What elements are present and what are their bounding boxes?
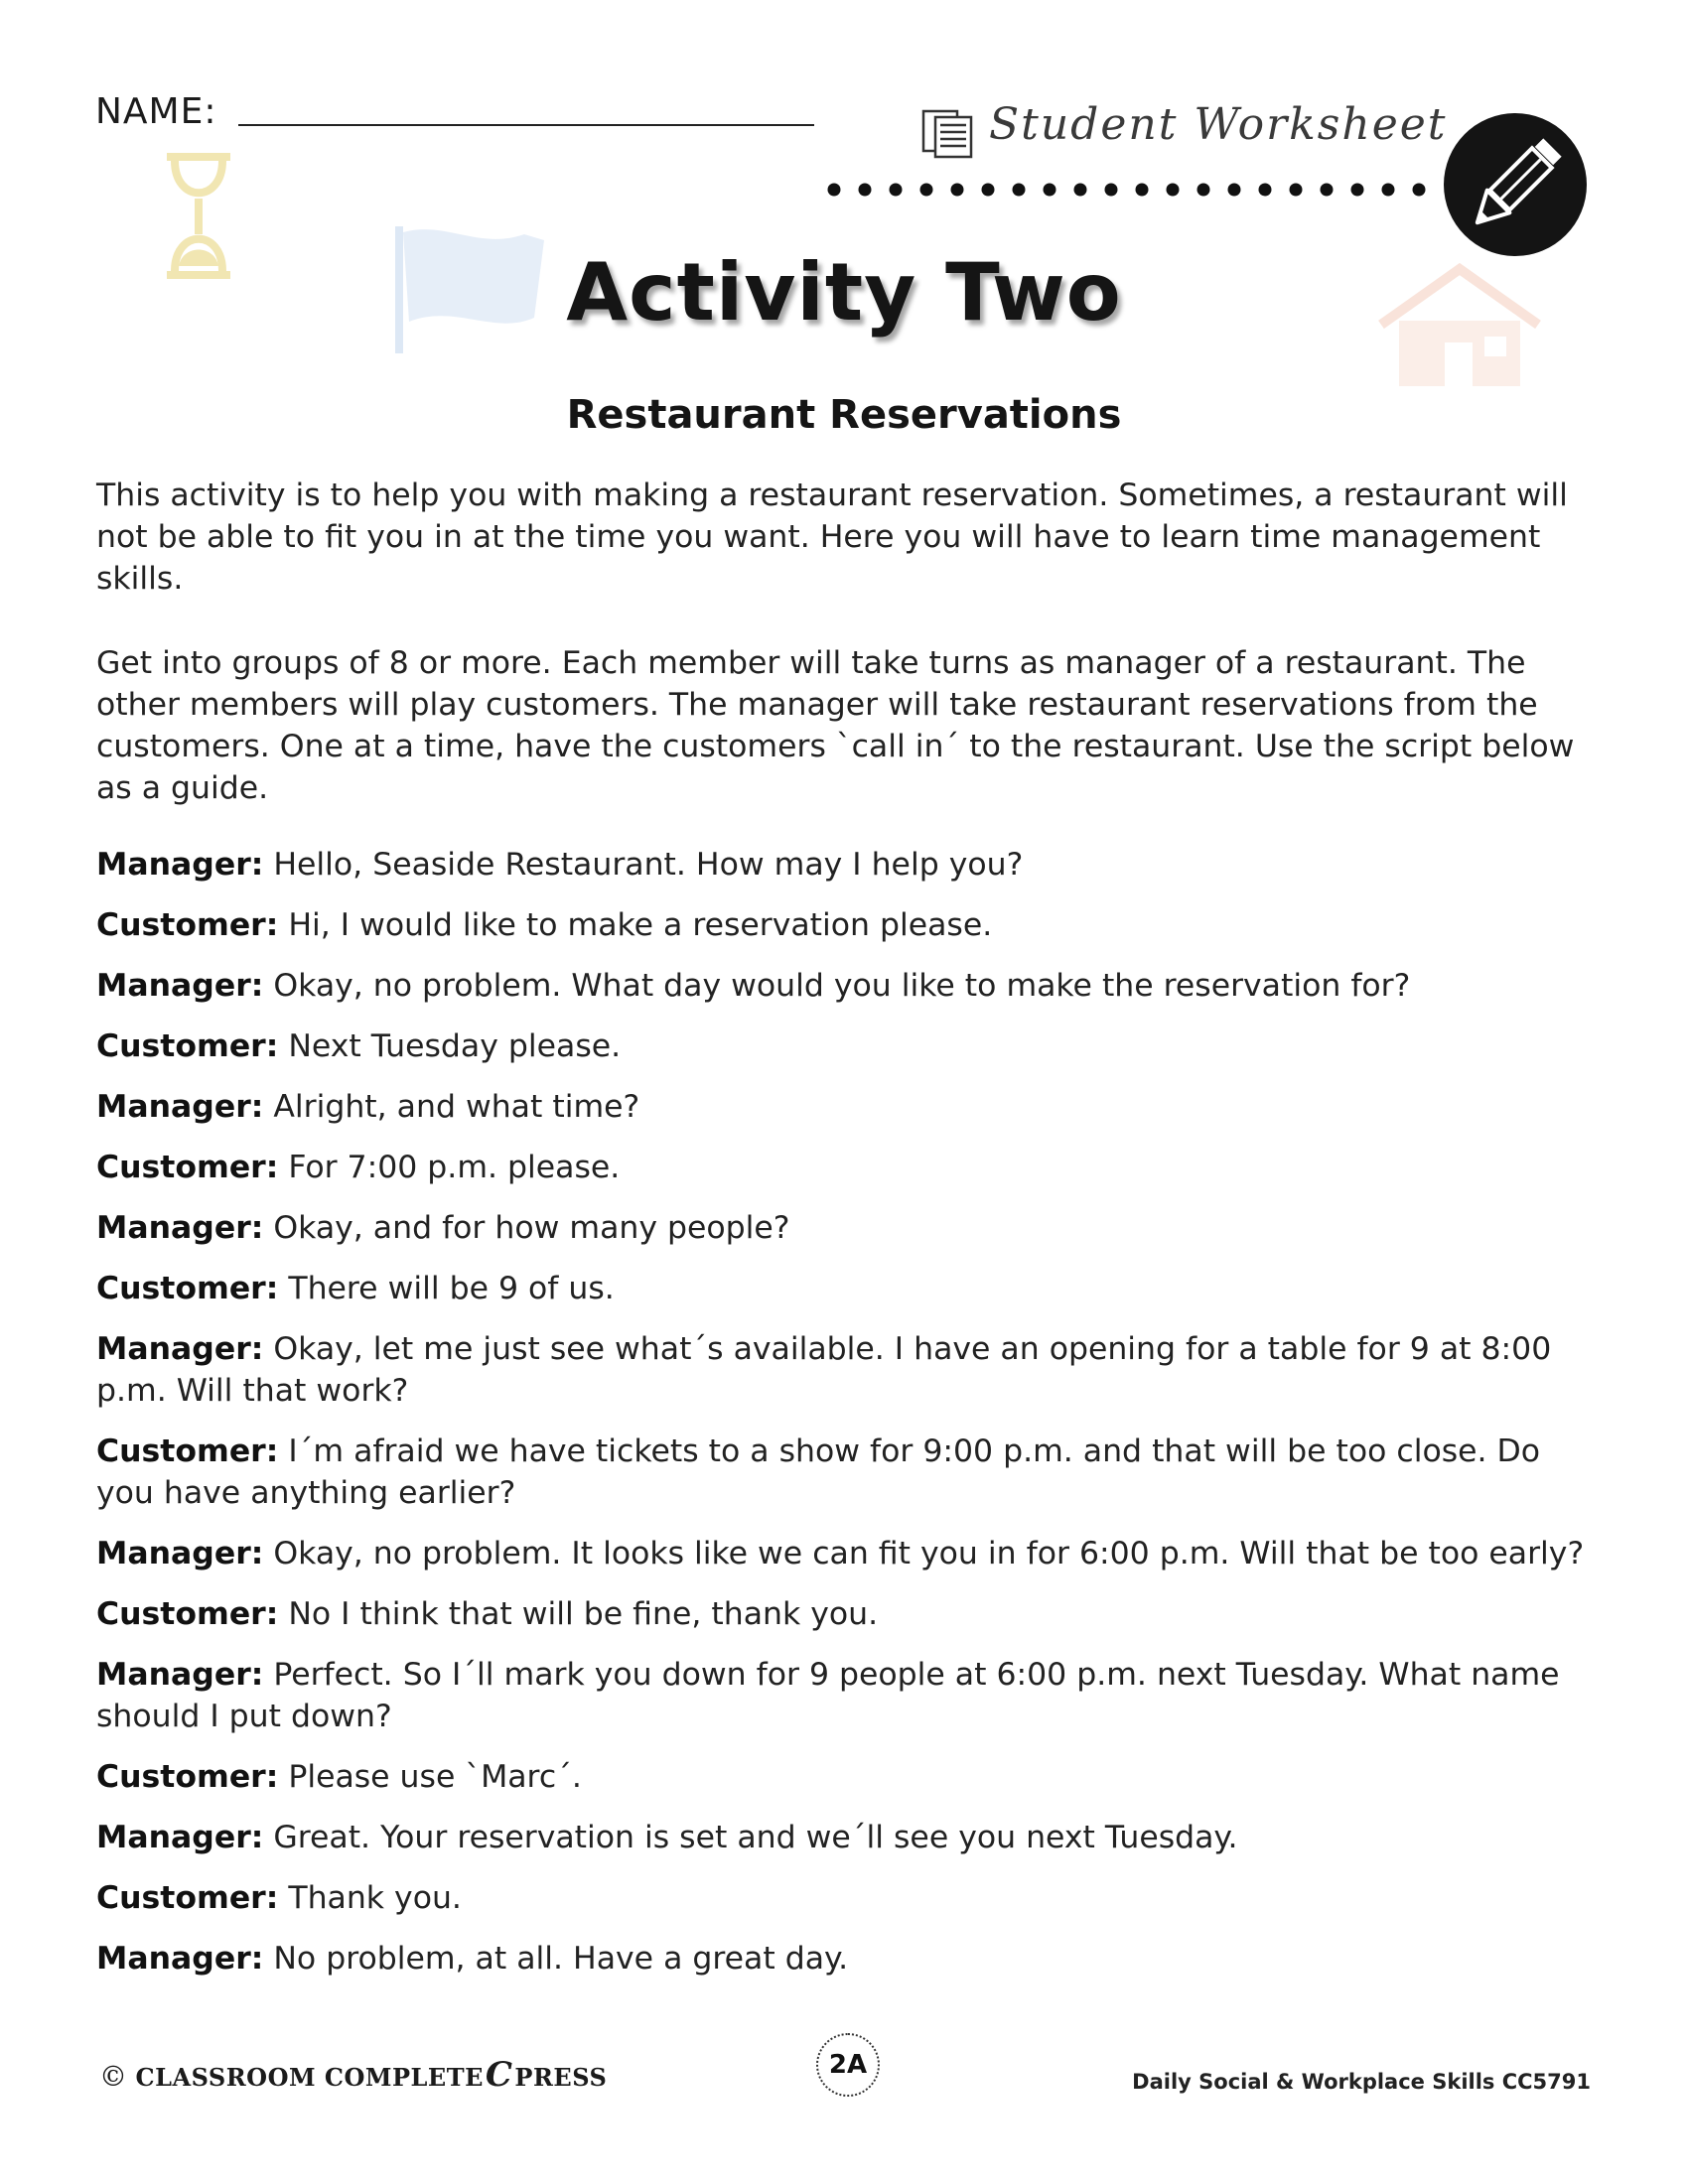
speaker-label: Customer:: [96, 1028, 279, 1064]
speaker-label: Manager:: [96, 1657, 264, 1693]
dialogue-text: Hello, Seaside Restaurant. How may I help you?: [273, 847, 1024, 883]
dialogue-line: [96, 844, 1596, 886]
dialogue-line: [96, 1025, 1596, 1067]
dialogue-line: [96, 1207, 1596, 1249]
dialogue-line: [96, 904, 1596, 946]
speaker-label: Manager:: [96, 1089, 264, 1125]
dialogue-text: Great. Your reservation is set and we´ll see you next Tuesday.: [273, 1820, 1238, 1855]
copyright-symbol: ©: [99, 2060, 128, 2093]
speaker-label: Customer:: [96, 1880, 279, 1916]
dialogue-line: [96, 1593, 1596, 1635]
publisher-name-press: PRESS: [514, 2063, 608, 2092]
speaker-label: Manager:: [96, 1941, 264, 1977]
dialogue-text: Okay, no problem. It looks like we can fit you in for 6:00 p.m. Will that be too early?: [273, 1536, 1585, 1571]
pencil-icon: [1442, 111, 1589, 258]
dialogue-text: Hi, I would like to make a reservation please.: [288, 907, 993, 943]
speaker-label: Manager:: [96, 847, 264, 883]
dialogue-line: [96, 1533, 1596, 1574]
dialogue-line: [96, 1268, 1596, 1309]
dialogue-line: [96, 1817, 1596, 1858]
activity-subtitle: Restaurant Reservations: [566, 392, 1122, 438]
dialogue-text: Perfect. So I´ll mark you down for 9 people at 6:00 p.m. next Tuesday. What name should I put down?: [96, 1657, 1560, 1734]
dialogue-text: Alright, and what time?: [273, 1089, 640, 1125]
speaker-label: Manager:: [96, 1210, 264, 1246]
speaker-label: Customer:: [96, 907, 279, 943]
dialogue-text: For 7:00 p.m. please.: [288, 1150, 621, 1185]
dialogue-line: [96, 1147, 1596, 1188]
dialogue-line: [96, 1431, 1596, 1514]
student-worksheet-label: Student Worksheet: [989, 99, 1448, 150]
speaker-label: Customer:: [96, 1433, 279, 1469]
dialogue-text: No I think that will be fine, thank you.: [288, 1596, 879, 1632]
dialogue-text: There will be 9 of us.: [288, 1271, 615, 1306]
dialogue-line: [96, 1328, 1596, 1412]
activity-title: Activity Two: [566, 246, 1122, 339]
dialogue-line: [96, 1086, 1596, 1128]
speaker-label: Manager:: [96, 1536, 264, 1571]
worksheet-pages-icon: [921, 109, 977, 159]
intro-paragraph: This activity is to help you with making a restaurant reservation. Sometimes, a restaurant will not be able to fit you in at the time you want. Here you will have to learn time management skills.: [96, 478, 1568, 597]
dialogue-line: [96, 965, 1596, 1007]
publisher-credit: [99, 2055, 607, 2095]
dialogue-script: [96, 844, 1596, 1998]
dialogue-text: Next Tuesday please.: [288, 1028, 622, 1064]
name-label: NAME:: [95, 91, 217, 132]
name-line: [238, 124, 814, 126]
intro-paragraph: Get into groups of 8 or more. Each member will take turns as manager of a restaurant. The other members will play customers. The manager will take restaurant reservations from the customers. One at a time, have the customers `call in´ to the restaurant. Use the script below as a guide.: [96, 645, 1575, 806]
speaker-label: Customer:: [96, 1271, 279, 1306]
publisher-logo-letter: C: [485, 2055, 513, 2095]
dialogue-line: [96, 1654, 1596, 1737]
publisher-name: CLASSROOM COMPLETE: [135, 2063, 484, 2092]
dotted-divider: [824, 179, 1440, 201]
dialogue-text: No problem, at all. Have a great day.: [273, 1941, 849, 1977]
dialogue-line: [96, 1938, 1596, 1979]
series-label: Daily Social & Workplace Skills CC5791: [1132, 2070, 1591, 2094]
speaker-label: Customer:: [96, 1596, 279, 1632]
speaker-label: Customer:: [96, 1759, 279, 1795]
dialogue-text: Please use `Marc´.: [288, 1759, 582, 1795]
dialogue-text: I´m afraid we have tickets to a show for 9:00 p.m. and that will be too close. Do you have anything earlier?: [96, 1433, 1541, 1511]
dialogue-text: Okay, let me just see what´s available. I have an opening for a table for 9 at 8:00 p.m. Will that work?: [96, 1331, 1552, 1409]
speaker-label: Manager:: [96, 1331, 264, 1367]
dialogue-text: Okay, and for how many people?: [273, 1210, 790, 1246]
dialogue-text: Okay, no problem. What day would you like to make the reservation for?: [273, 968, 1411, 1004]
page-number: 2A: [816, 2033, 880, 2097]
dialogue-line: [96, 1877, 1596, 1919]
dialogue-line: [96, 1756, 1596, 1798]
speaker-label: Manager:: [96, 1820, 264, 1855]
speaker-label: Manager:: [96, 968, 264, 1004]
speaker-label: Customer:: [96, 1150, 279, 1185]
dialogue-text: Thank you.: [288, 1880, 462, 1916]
